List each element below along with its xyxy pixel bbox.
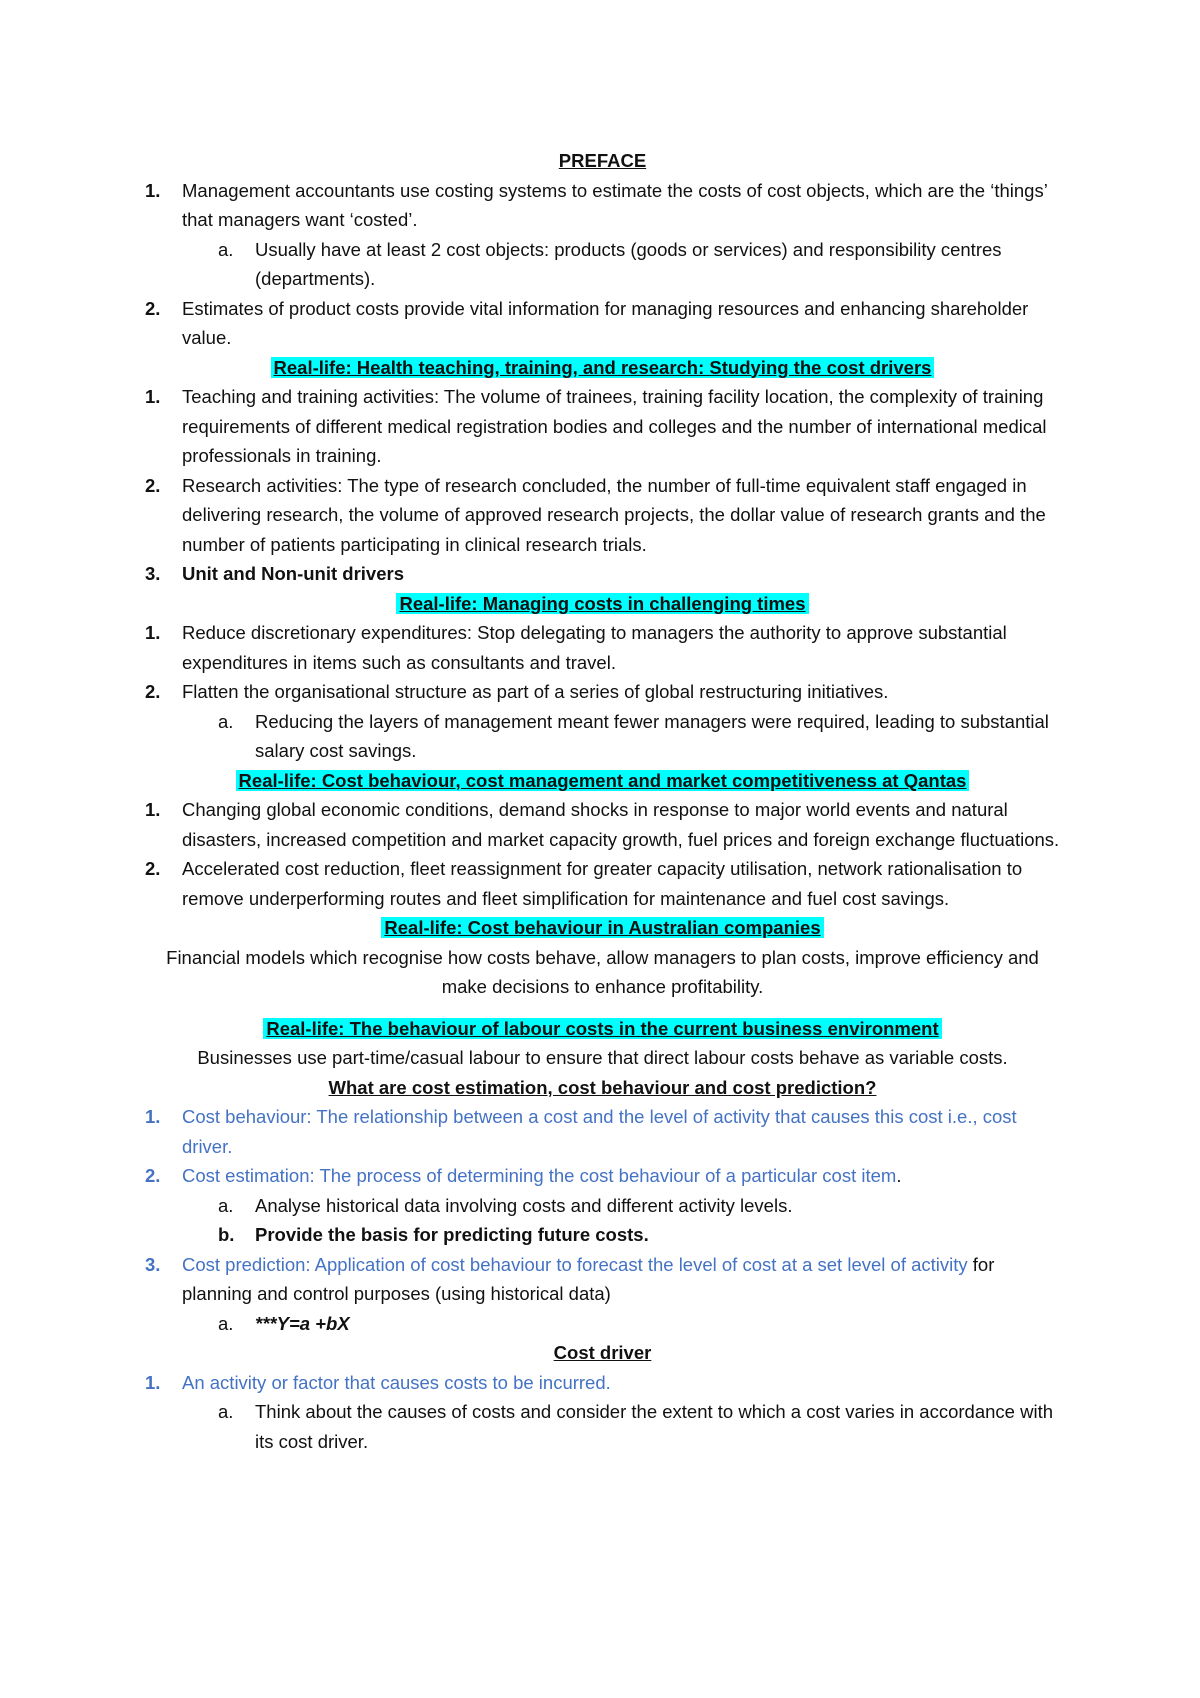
list-item bbox=[145, 1368, 1060, 1398]
section-heading-qantas bbox=[145, 766, 1060, 796]
sub-list-item bbox=[145, 707, 1060, 766]
list-number: 2. bbox=[145, 297, 161, 319]
preface-heading bbox=[145, 146, 1060, 176]
list-number: 1. bbox=[145, 386, 161, 407]
list-item bbox=[145, 618, 1060, 677]
driver-title: Cost driver bbox=[553, 1342, 652, 1363]
list-item bbox=[145, 1161, 1060, 1191]
list-text: Flatten the organisational structure as part of a series of global restructuring initiatives. bbox=[182, 681, 889, 702]
section-heading-driver bbox=[145, 1338, 1060, 1368]
sub-list-item bbox=[145, 235, 1060, 294]
list-number: 1. bbox=[145, 179, 161, 201]
list-item bbox=[145, 176, 1060, 235]
highlighted-title: Real-life: Cost behaviour in Australian companies bbox=[381, 917, 823, 938]
list-number: 3. bbox=[145, 563, 161, 584]
sub-list-letter: a. bbox=[218, 710, 234, 732]
list-number: 1. bbox=[145, 1371, 161, 1393]
estimation-title: What are cost estimation, cost behaviour and cost prediction? bbox=[328, 1076, 877, 1098]
sub-list-letter: a. bbox=[218, 238, 234, 260]
list-number: 2. bbox=[145, 681, 161, 702]
sub-list-text: Analyse historical data involving costs and different activity levels. bbox=[255, 1194, 793, 1216]
list-text: Accelerated cost reduction, fleet reassignment for greater capacity utilisation, network rationalisation to remove underperforming routes and fleet simplification for maintenance and fuel cost savings. bbox=[182, 858, 1023, 909]
sub-list-item bbox=[145, 1309, 1060, 1339]
sub-list-item bbox=[145, 1397, 1060, 1456]
list-text: An activity or factor that causes costs to be incurred. bbox=[182, 1371, 611, 1393]
list-item bbox=[145, 854, 1060, 913]
list-text: Cost behaviour: The relationship between a cost and the level of activity that causes this cost i.e., cost driver. bbox=[182, 1106, 1017, 1157]
preface-title: PREFACE bbox=[558, 150, 647, 171]
section-paragraph: Financial models which recognise how costs behave, allow managers to plan costs, improve efficiency and make decisions to enhance profitability. bbox=[166, 946, 1039, 997]
sub-list-text: Reducing the layers of management meant fewer managers were required, leading to substantial salary cost savings. bbox=[255, 710, 1049, 761]
sub-list-letter: b. bbox=[218, 1224, 235, 1245]
section-heading-health bbox=[145, 353, 1060, 383]
list-text-continuation: for planning and control purposes (using historical data) bbox=[182, 1253, 995, 1304]
list-item bbox=[145, 677, 1060, 707]
list-number: 2. bbox=[145, 858, 161, 879]
list-number: 2. bbox=[145, 474, 161, 496]
formula: ***Y=a +bX bbox=[255, 1312, 350, 1334]
list-number: 1. bbox=[145, 799, 161, 820]
list-text: Teaching and training activities: The volume of trainees, training facility location, the complexity of training requirements of different medical registration bodies and colleges and the number of international medical professionals in training. bbox=[182, 386, 1047, 466]
sub-list-item bbox=[145, 1220, 1060, 1250]
list-text: Reduce discretionary expenditures: Stop delegating to managers the authority to approve substantial expenditures in items such as consultants and travel. bbox=[182, 622, 1007, 673]
spacer bbox=[145, 1002, 1060, 1014]
list-text: Cost prediction: Application of cost behaviour to forecast the level of cost at a set level of activity bbox=[182, 1253, 968, 1275]
sub-list-text: Think about the causes of costs and consider the extent to which a cost varies in accordance with its cost driver. bbox=[255, 1401, 1053, 1452]
list-text: Estimates of product costs provide vital information for managing resources and enhancing shareholder value. bbox=[182, 297, 1029, 348]
sub-list-letter: a. bbox=[218, 1312, 234, 1334]
section-heading-labour bbox=[145, 1014, 1060, 1044]
sub-list-text: Provide the basis for predicting future costs. bbox=[255, 1224, 649, 1245]
list-item bbox=[145, 1250, 1060, 1309]
list-item bbox=[145, 382, 1060, 471]
sub-list-letter: a. bbox=[218, 1401, 234, 1422]
list-item bbox=[145, 471, 1060, 560]
list-item bbox=[145, 1102, 1060, 1161]
list-item bbox=[145, 795, 1060, 854]
sub-list-letter: a. bbox=[218, 1194, 234, 1216]
list-number: 3. bbox=[145, 1253, 161, 1275]
section-heading-challenging bbox=[145, 589, 1060, 619]
highlighted-title: Real-life: The behaviour of labour costs in the current business environment bbox=[263, 1018, 941, 1039]
list-number: 1. bbox=[145, 622, 161, 643]
list-text: Management accountants use costing systems to estimate the costs of cost objects, which are the ‘things’ that managers want ‘costed’. bbox=[182, 179, 1048, 230]
highlighted-title: Real-life: Managing costs in challenging times bbox=[396, 593, 808, 614]
highlighted-title: Real-life: Cost behaviour, cost management and market competitiveness at Qantas bbox=[236, 770, 970, 791]
list-number: 2. bbox=[145, 1165, 161, 1186]
list-item bbox=[145, 294, 1060, 353]
section-paragraph: Businesses use part-time/casual labour to ensure that direct labour costs behave as variable costs. bbox=[197, 1047, 1008, 1068]
list-text: Cost estimation: The process of determining the cost behaviour of a particular cost item bbox=[182, 1165, 897, 1186]
highlighted-title: Real-life: Health teaching, training, and research: Studying the cost drivers bbox=[271, 357, 935, 378]
list-text: Changing global economic conditions, demand shocks in response to major world events and natural disasters, increased competition and market capacity growth, fuel prices and foreign exchange fluctuations. bbox=[182, 799, 1060, 850]
sub-list-item bbox=[145, 1191, 1060, 1221]
list-text: Research activities: The type of research concluded, the number of full-time equivalent staff engaged in delivering research, the volume of approved research projects, the dollar value of research grants and the number of patients participating in clinical research trials. bbox=[182, 474, 1046, 555]
list-number: 1. bbox=[145, 1106, 161, 1127]
list-text: Unit and Non-unit drivers bbox=[182, 563, 404, 584]
section-heading-estimation bbox=[145, 1073, 1060, 1103]
sub-list-text: Usually have at least 2 cost objects: products (goods or services) and responsibility centres (departments). bbox=[255, 238, 1002, 289]
section-heading-australian bbox=[145, 913, 1060, 943]
list-item bbox=[145, 559, 1060, 589]
list-text-suffix: . bbox=[896, 1165, 902, 1186]
